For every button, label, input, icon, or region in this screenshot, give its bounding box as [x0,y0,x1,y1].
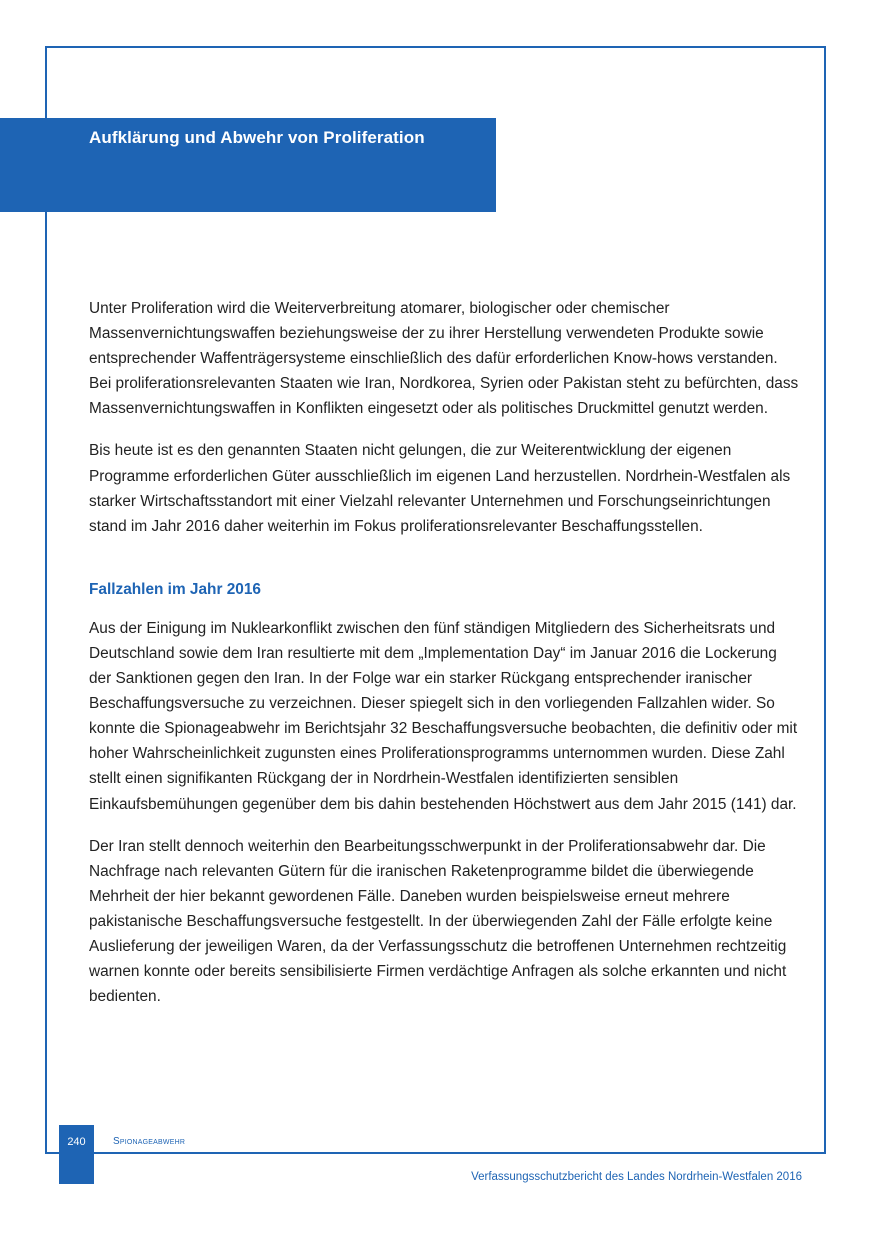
chapter-title-band [0,118,496,212]
running-section-label: Spionageabwehr [113,1136,186,1147]
chapter-title: Aufklärung und Abwehr von Proliferation [89,128,425,147]
publication-title: Verfassungsschutzbericht des Landes Nordrhein-Westfalen 2016 [471,1171,802,1183]
section-heading: Fallzahlen im Jahr 2016 [89,580,261,598]
paragraph-background: Bis heute ist es den genannten Staaten nicht gelungen, die zur Weiterentwicklung der eigenen Programme erforderlichen Güter ausschließlich im eigenen Land herzustellen. Nordrhein-Westfalen als starker Wirtschaftsstandort mit einer Vielzahl relevanter Unternehmen und Forschungseinrichtungen stand im Jahr 2016 daher weiterhin im Fokus proliferationsrelevanter Beschaffungsstellen. [89,442,791,535]
paragraph-intro: Unter Proliferation wird die Weiterverbreitung atomarer, biologischer oder chemischer Massenvernichtungswaffen beziehungsweise der zu ihrer Herstellung verwendeten Produkte sowie entsprechender Waffenträgersysteme einschließlich des dafür erforderlichen Know-hows verstanden. Bei proliferationsrelevanten Staaten wie Iran, Nordkorea, Syrien oder Pakistan steht zu befürchten, dass Massenvernichtungswaffen in Konflikten eingesetzt oder als politisches Druckmittel genutzt werden. [89,300,799,418]
paragraph-iran-focus: Der Iran stellt dennoch weiterhin den Bearbeitungsschwerpunkt in der Proliferationsabwehr dar. Die Nachfrage nach relevanten Gütern für die iranischen Raketenprogramme bildet die überwiegende Mehrheit der hier bekannt gewordenen Fälle. Daneben wurden beispielsweise erneut mehrere pakistanische Beschaffungsversuche festgestellt. In der überwiegenden Zahl der Fälle erfolgte keine Auslieferung der jeweiligen Waren, da der Verfassungsschutz die betroffenen Unternehmen rechtzeitig warnen konnte oder bereits sensibilisierte Firmen verdächtige Anfragen als solche erkannten und nicht bedienten. [89,837,787,1006]
page-number: 240 [59,1125,94,1184]
paragraph-case-numbers: Aus der Einigung im Nuklearkonflikt zwischen den fünf ständigen Mitgliedern des Sicherheitsrats und Deutschland sowie dem Iran resultierte mit dem „Implementation Day“ im Januar 2016 die Lockerung der Sanktionen gegen den Iran. In der Folge war ein starker Rückgang entsprechender iranischer Beschaffungsversuche zu verzeichnen. Dieser spiegelt sich in den vorliegenden Fallzahlen wider. So konnte die Spionageabwehr im Berichtsjahr 32 Beschaffungsversuche beobachten, die definitiv oder mit hoher Wahrscheinlichkeit zugunsten eines Proliferationsprogramms unternommen wurden. Diese Zahl stellt einen signifikanten Rückgang der in Nordrhein-Westfalen identifizierten sensiblen Einkaufsbemühungen gegenüber dem bis dahin bestehenden Höchstwert aus dem Jahr 2015 (141) dar. [89,619,798,813]
main-content [89,296,801,1026]
